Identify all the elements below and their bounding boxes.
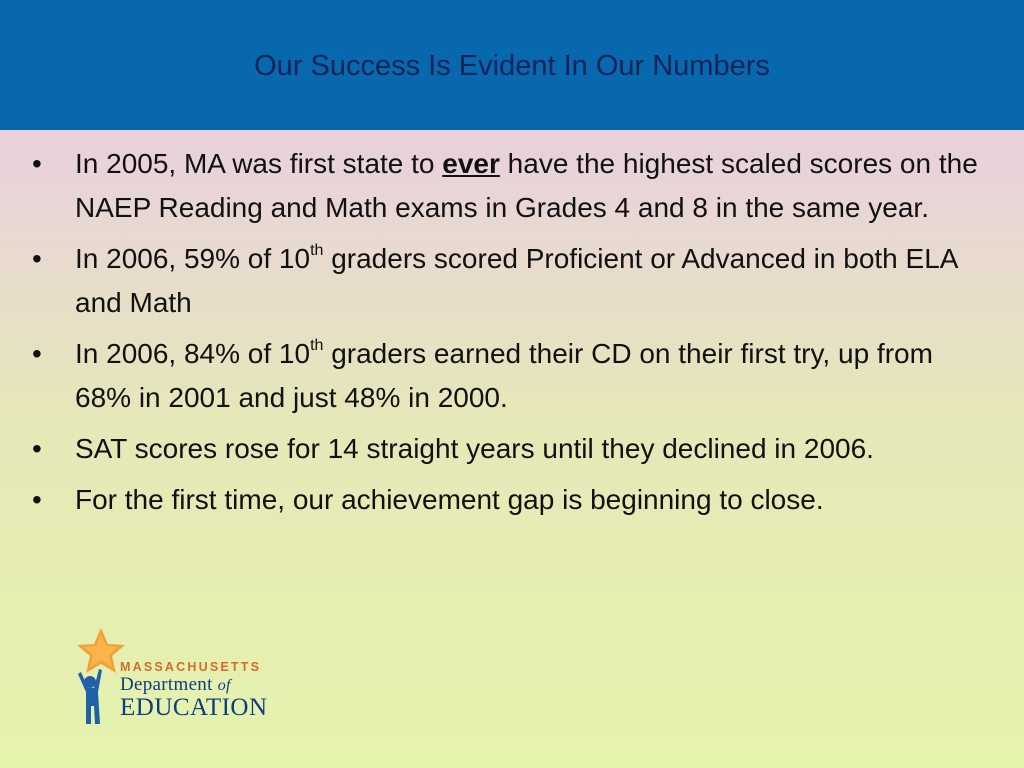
logo-line-massachusetts: MASSACHUSETTS <box>120 660 262 674</box>
bullet-item-5 <box>30 478 990 522</box>
bullet-dot: • <box>32 243 42 274</box>
logo-of-word: of <box>217 677 231 694</box>
star-figure-icon <box>68 626 128 731</box>
ma-doe-logo <box>68 626 288 736</box>
logo-line-education: EDUCATION <box>120 694 268 721</box>
bullet-item-3 <box>30 332 990 420</box>
bullet-item-4 <box>30 427 990 471</box>
bullet-dot: • <box>32 338 42 369</box>
bullet-list <box>30 142 990 529</box>
bullet-3-text-end: graders earned their CD on their first try, up from 68% in 2001 and just 48% in 2000. <box>75 338 933 413</box>
bullet-dot: • <box>32 148 42 179</box>
bullet-dot: • <box>32 433 42 464</box>
bullet-2-text-start: In 2006, 59% of 10 <box>75 243 311 274</box>
logo-line-department <box>120 674 231 696</box>
slide-title: Our Success Is Evident In Our Numbers <box>254 50 770 82</box>
bullet-3-superscript: th <box>310 336 324 354</box>
bullet-1-text-end: have the highest scaled scores on the NAEP Reading and Math exams in Grades 4 and 8 in the same year. <box>75 148 978 223</box>
header-bar <box>0 0 1024 130</box>
bullet-2-text-end: graders scored Proficient or Advanced in both ELA and Math <box>75 243 957 318</box>
bullet-5-text: For the first time, our achievement gap is beginning to close. <box>75 484 824 515</box>
logo-department-word: Department <box>120 674 213 695</box>
bullet-1-emphasis: ever <box>442 148 500 179</box>
bullet-item-2 <box>30 237 990 325</box>
bullet-dot: • <box>32 484 42 515</box>
bullet-4-text: SAT scores rose for 14 straight years until they declined in 2006. <box>75 433 874 464</box>
bullet-2-superscript: th <box>310 241 324 259</box>
bullet-3-text-start: In 2006, 84% of 10 <box>75 338 311 369</box>
bullet-1-text-start: In 2005, MA was first state to <box>75 148 443 179</box>
bullet-item-1 <box>30 142 990 230</box>
